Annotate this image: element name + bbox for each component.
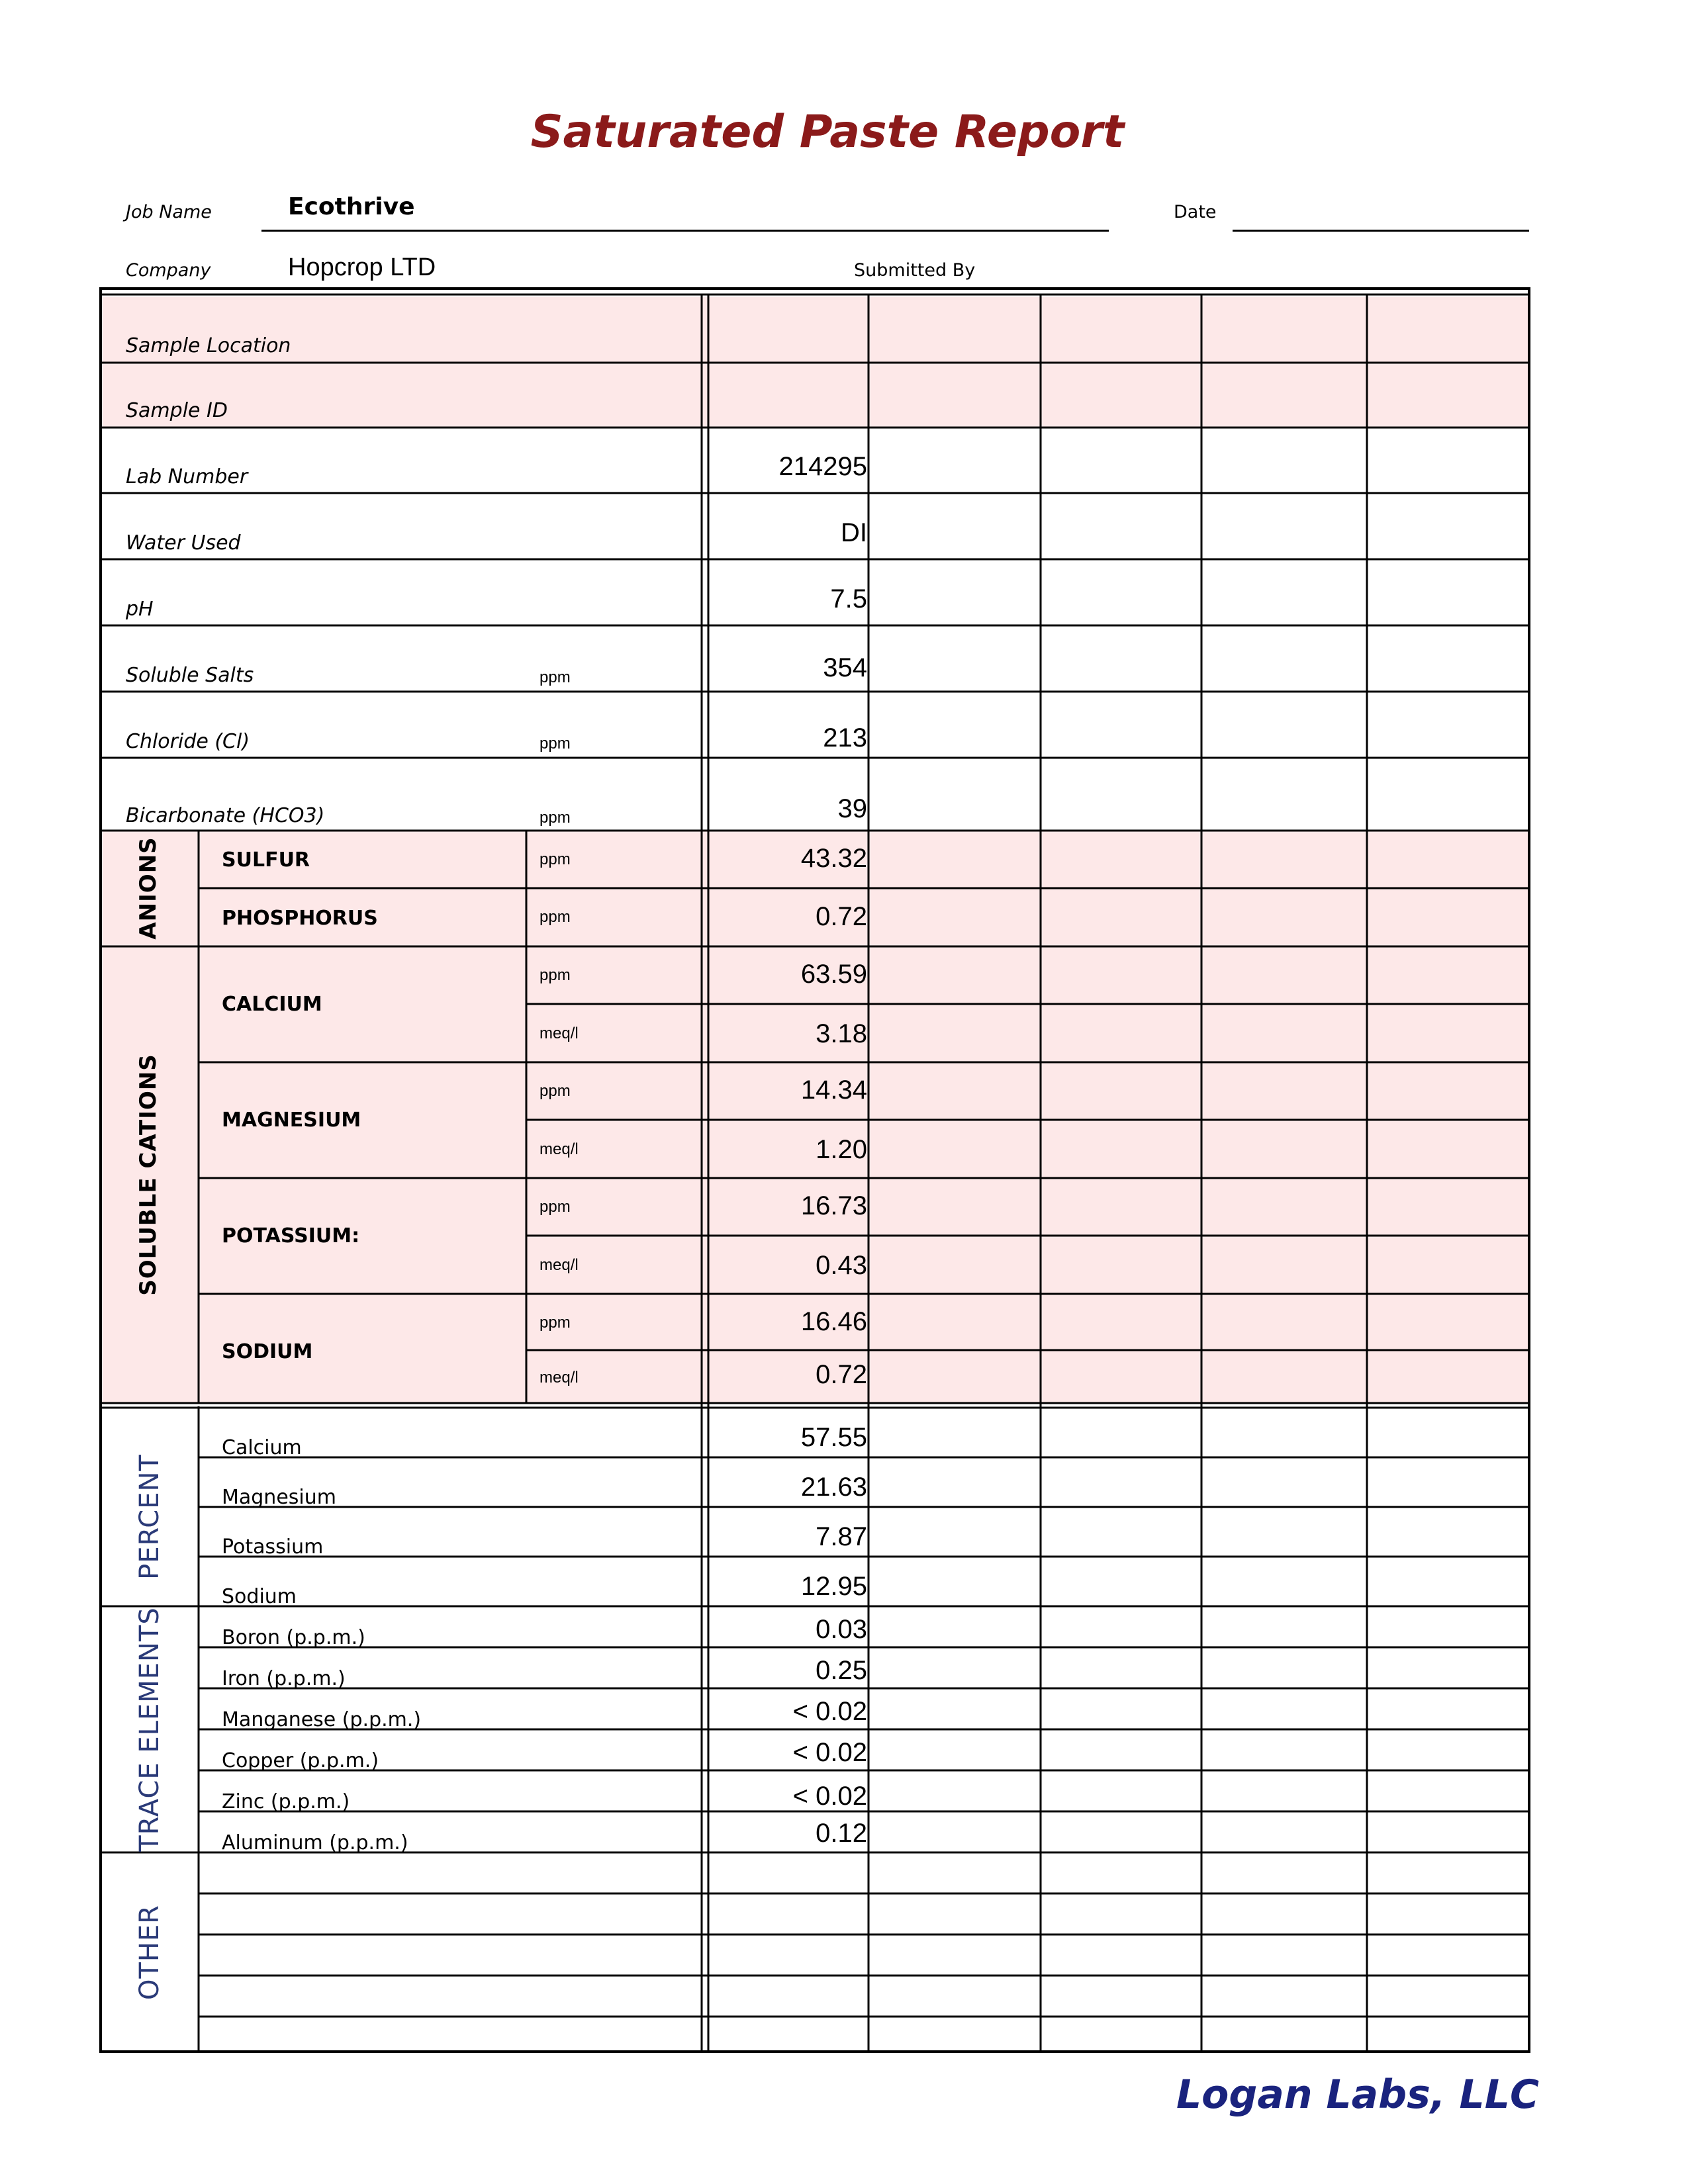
sulfur-unit: ppm (539, 850, 571, 868)
section-anions: ANIONS (135, 837, 162, 940)
potassium-meq-value: 0.43 (816, 1251, 867, 1280)
potassium-label: POTASSIUM: (222, 1224, 360, 1248)
phosphorus-value: 0.72 (816, 902, 867, 931)
trace-aluminum-label: Aluminum (p.p.m.) (222, 1831, 408, 1854)
percent-magnesium-label: Magnesium (222, 1486, 336, 1509)
potassium-ppm-value: 16.73 (800, 1191, 867, 1220)
section-percent: PERCENT (134, 1454, 165, 1580)
lab-number-value: 214295 (778, 452, 867, 481)
magnesium-ppm-unit: ppm (539, 1082, 571, 1100)
bicarbonate-unit: ppm (539, 809, 571, 827)
trace-zinc-value: < 0.02 (792, 1782, 867, 1811)
trace-aluminum-value: 0.12 (816, 1819, 867, 1848)
calcium-meq-value: 3.18 (816, 1019, 867, 1048)
trace-zinc-label: Zinc (p.p.m.) (222, 1790, 350, 1813)
report-title: Saturated Paste Report (530, 106, 1125, 158)
bicarbonate-label: Bicarbonate (HCO3) (126, 804, 325, 827)
chloride-unit: ppm (539, 735, 571, 752)
soluble-salts-unit: ppm (539, 668, 571, 686)
soluble-salts-value: 354 (823, 653, 867, 682)
trace-copper-label: Copper (p.p.m.) (222, 1749, 379, 1772)
magnesium-label: MAGNESIUM (222, 1109, 361, 1132)
lab-number-label: Lab Number (126, 465, 248, 488)
submitted-by-label: Submitted By (854, 260, 976, 281)
sample-id-label: Sample ID (126, 399, 228, 422)
phosphorus-unit: ppm (539, 908, 571, 926)
job-name-value: Ecothrive (288, 193, 415, 220)
date-label: Date (1174, 202, 1217, 222)
soluble-salts-label: Soluble Salts (126, 664, 254, 687)
sulfur-label: SULFUR (222, 848, 310, 872)
job-name-label: Job Name (126, 202, 212, 222)
sample-location-label: Sample Location (126, 334, 291, 357)
calcium-ppm-unit: ppm (539, 966, 571, 984)
footer-company: Logan Labs, LLC (1176, 2071, 1539, 2118)
ph-label: pH (126, 598, 154, 621)
trace-manganese-value: < 0.02 (792, 1697, 867, 1726)
chloride-label: Chloride (Cl) (126, 730, 250, 753)
percent-calcium-value: 57.55 (800, 1423, 867, 1452)
water-used-value: DI (841, 518, 867, 547)
trace-manganese-label: Manganese (p.p.m.) (222, 1708, 422, 1731)
trace-boron-label: Boron (p.p.m.) (222, 1626, 365, 1649)
magnesium-meq-unit: meq/l (539, 1140, 579, 1158)
phosphorus-label: PHOSPHORUS (222, 907, 378, 930)
trace-boron-value: 0.03 (816, 1615, 867, 1644)
calcium-meq-unit: meq/l (539, 1024, 579, 1042)
bicarbonate-value: 39 (837, 794, 867, 823)
percent-calcium-label: Calcium (222, 1436, 302, 1459)
trace-iron-label: Iron (p.p.m.) (222, 1667, 346, 1690)
percent-potassium-label: Potassium (222, 1535, 324, 1559)
company-label: Company (126, 260, 211, 281)
section-other: OTHER (134, 1904, 165, 2001)
trace-iron-value: 0.25 (816, 1656, 867, 1685)
sodium-meq-value: 0.72 (816, 1360, 867, 1389)
sodium-label: SODIUM (222, 1340, 313, 1363)
calcium-ppm-value: 63.59 (800, 960, 867, 989)
potassium-meq-unit: meq/l (539, 1256, 579, 1274)
section-trace-elements: TRACE ELEMENTS (134, 1607, 165, 1852)
sodium-ppm-unit: ppm (539, 1314, 571, 1332)
sodium-meq-unit: meq/l (539, 1369, 579, 1387)
percent-sodium-label: Sodium (222, 1585, 297, 1608)
company-value: Hopcrop LTD (288, 253, 436, 281)
percent-magnesium-value: 21.63 (800, 1473, 867, 1502)
potassium-ppm-unit: ppm (539, 1198, 571, 1216)
magnesium-meq-value: 1.20 (816, 1135, 867, 1164)
section-soluble-cations: SOLUBLE CATIONS (135, 1054, 162, 1296)
sodium-ppm-value: 16.46 (800, 1307, 867, 1336)
percent-sodium-value: 12.95 (800, 1572, 867, 1601)
trace-copper-value: < 0.02 (792, 1738, 867, 1767)
magnesium-ppm-value: 14.34 (800, 1075, 867, 1105)
sulfur-value: 43.32 (800, 844, 867, 873)
ph-value: 7.5 (830, 584, 867, 614)
calcium-label: CALCIUM (222, 993, 322, 1016)
chloride-value: 213 (823, 723, 867, 752)
percent-potassium-value: 7.87 (816, 1522, 867, 1551)
water-used-label: Water Used (126, 531, 241, 555)
